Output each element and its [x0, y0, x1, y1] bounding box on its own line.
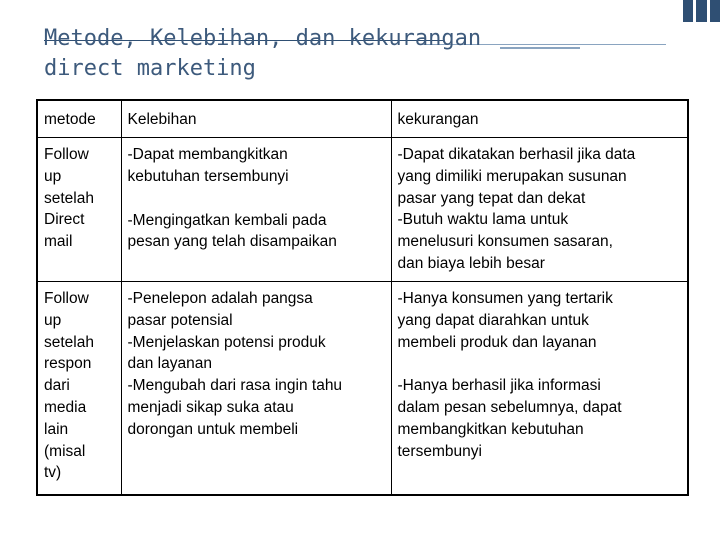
- header-cell-kekurangan: kekurangan: [391, 100, 688, 138]
- kekurangan-cell: [391, 138, 688, 282]
- cell-text: yang dimiliki merupakan susunan: [397, 167, 627, 185]
- slide-title: [44, 24, 604, 84]
- cell-text: tv): [44, 464, 62, 482]
- cell-text: membangkitkan kebutuhan: [397, 420, 584, 438]
- cell-text: setelah: [44, 189, 94, 207]
- cell-text: -Hanya konsumen yang tertarik: [397, 290, 613, 307]
- cell-text: dorongan untuk membeli: [127, 420, 299, 438]
- cell-text: -Dapat membangkitkan: [127, 146, 288, 163]
- cell-text: dalam pesan sebelumnya, dapat: [397, 399, 622, 417]
- cell-text: Follow: [44, 146, 89, 163]
- kelebihan-cell: [121, 282, 391, 496]
- cell-text: pesan yang telah disampaikan: [127, 233, 337, 251]
- cell-text: pasar potensial: [127, 311, 233, 329]
- header-cell-kelebihan: Kelebihan: [121, 100, 391, 138]
- cell-text: -Dapat dikatakan berhasil jika data: [397, 146, 636, 163]
- cell-text: pasar yang tepat dan dekat: [397, 189, 586, 207]
- metode-cell: [37, 138, 121, 282]
- cell-text: menjadi sikap suka atau: [127, 398, 294, 416]
- cell-text: mail: [44, 233, 73, 251]
- cell-text: media: [44, 398, 87, 416]
- cell-text: -Hanya berhasil jika informasi: [397, 377, 601, 395]
- metode-cell: [37, 282, 121, 496]
- cell-text: -Mengubah dari rasa ingin tahu: [127, 377, 343, 395]
- cell-text: dan biaya lebih besar: [397, 254, 545, 272]
- table-header-row: [37, 100, 688, 138]
- kelebihan-cell: [121, 138, 391, 282]
- cell-text: respon: [44, 355, 92, 373]
- cell-text: -Mengingatkan kembali pada: [127, 211, 327, 229]
- cell-text: up: [44, 311, 62, 329]
- cell-text: -Penelepon adalah pangsa: [127, 290, 313, 307]
- cell-text: dari: [44, 377, 70, 395]
- cell-text: Follow: [44, 290, 89, 307]
- cell-text: up: [44, 167, 62, 185]
- header-decoration-squares: [680, 0, 720, 22]
- cell-text: menelusuri konsumen sasaran,: [397, 233, 613, 251]
- slide-title-line: Metode, Kelebihan, dan kekurangan: [44, 26, 482, 51]
- kekurangan-cell: [391, 282, 688, 496]
- cell-text: Direct: [44, 211, 85, 229]
- cell-text: membeli produk dan layanan: [397, 333, 597, 351]
- cell-text: (misal: [44, 442, 86, 460]
- cell-text: kebutuhan tersembunyi: [127, 167, 289, 185]
- header-cell-metode: metode: [37, 100, 121, 138]
- slide-title-line: direct marketing: [44, 56, 256, 81]
- cell-text: dan layanan: [127, 355, 212, 373]
- comparison-table: [36, 99, 689, 496]
- cell-text: -Butuh waktu lama untuk: [397, 211, 569, 229]
- table-row: [37, 138, 688, 282]
- table-row: [37, 282, 688, 496]
- cell-text: lain: [44, 420, 69, 438]
- cell-text: tersembunyi: [397, 442, 482, 460]
- cell-text: yang dapat diarahkan untuk: [397, 311, 589, 329]
- cell-text: setelah: [44, 333, 94, 351]
- cell-text: -Menjelaskan potensi produk: [127, 333, 326, 351]
